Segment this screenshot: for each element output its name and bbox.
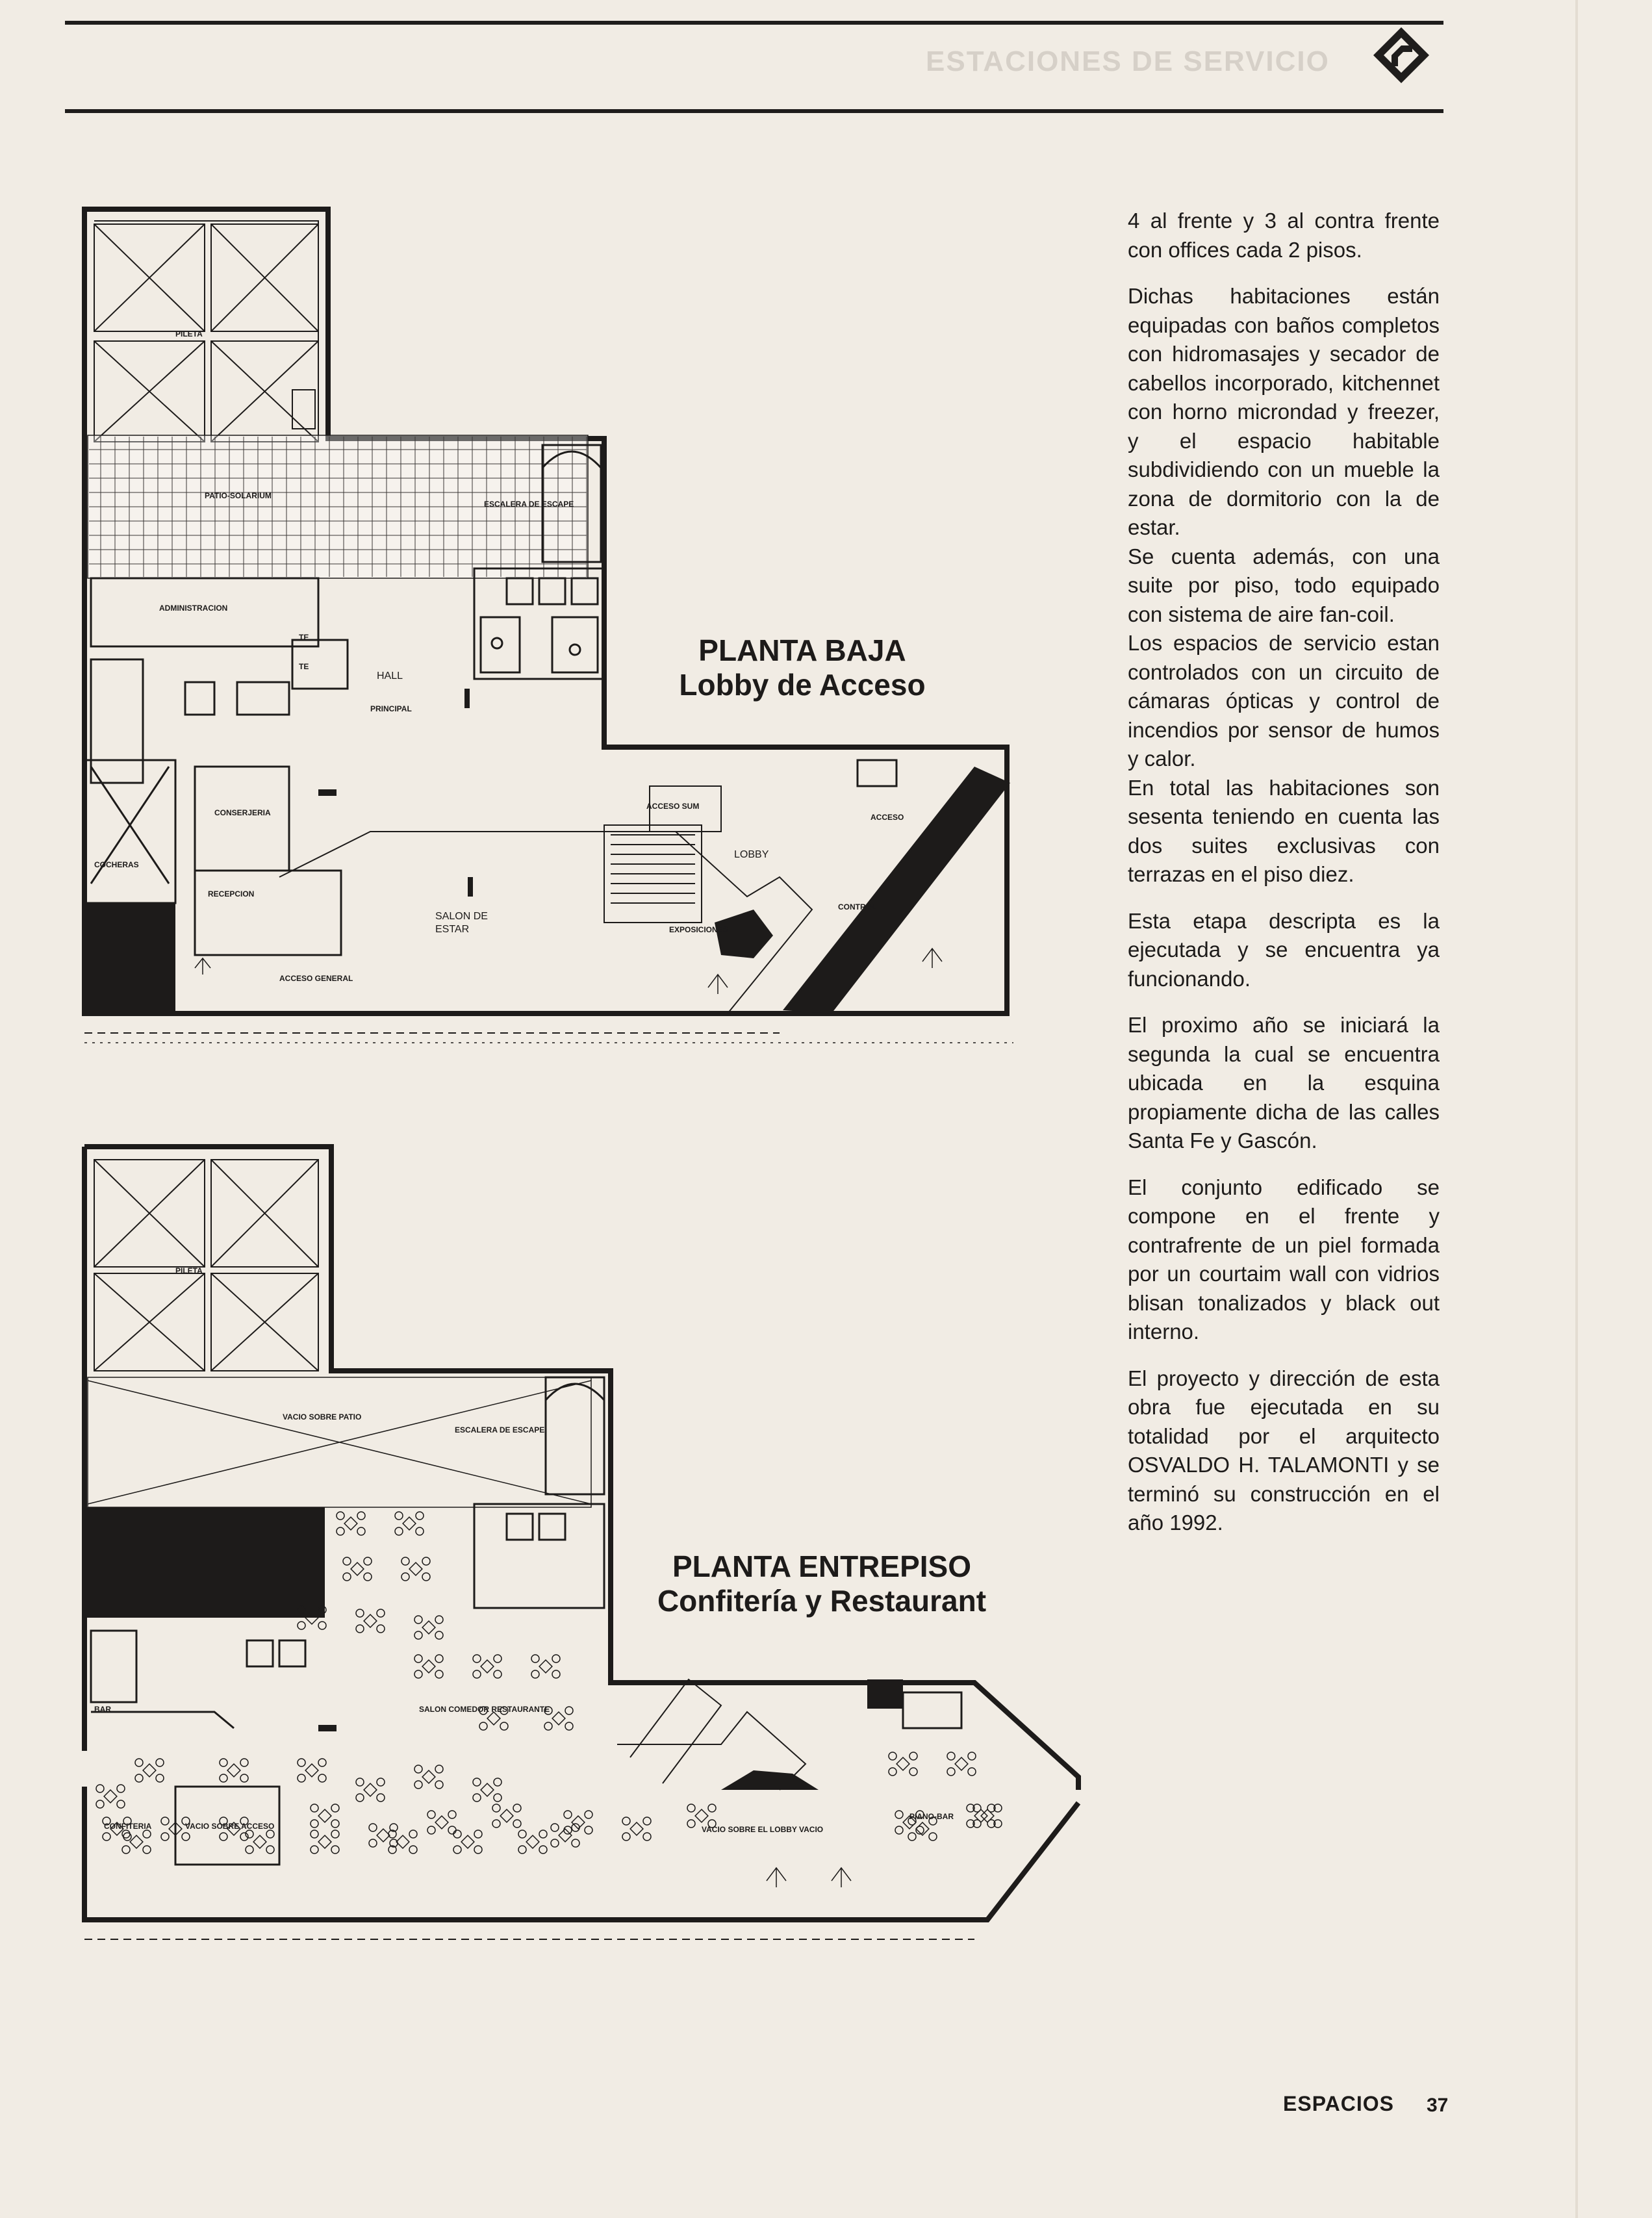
floor-plan-planta-entrepiso: [65, 1140, 1078, 1834]
top-rule: [65, 21, 1443, 25]
footer-magazine-name: ESPACIOS: [1283, 2092, 1394, 2115]
label-pileta: PILETA: [175, 329, 203, 338]
label-vacio-sobre-lobby: VACIO SOBRE EL LOBBY: [702, 1825, 797, 1834]
label-recepcion: RECEPCION: [208, 889, 255, 899]
paragraph-3: Se cuenta además, con una suite por piso, todo equipado con sistema de aire fan-coil.: [1128, 544, 1440, 626]
label-salon-de: SALON DE: [435, 911, 488, 922]
label-escalera-entrepiso: ESCALERA DE ESCAPE: [455, 1425, 545, 1434]
label-pileta-entrepiso: PILETA: [175, 1266, 203, 1275]
paragraph-8: El conjunto edificado se compone en el frente y contrafrente de un piel formada por un courtaim wall con vidrios blisan tonalizados y black out interno.: [1128, 1175, 1440, 1344]
label-conserjeria: CONSERJERIA: [214, 808, 271, 817]
label-vacio: VACIO: [799, 1825, 824, 1834]
plan-baja-title: PLANTA BAJA: [698, 633, 906, 667]
floor-plan-planta-baja: [65, 195, 1078, 1052]
label-piano-bar: PIANO-BAR: [909, 1812, 954, 1821]
paragraph-7: El proximo año se iniciará la segunda la cual se encuentra ubicada en la esquina propiamente dicha de las calles Santa Fe y Gascón.: [1128, 1013, 1440, 1153]
paragraph-5: En total las habitaciones son sesenta teniendo en cuenta las dos suites exclusivas con terrazas en el piso diez.: [1128, 775, 1440, 886]
label-hall: HALL: [377, 670, 403, 682]
label-salon-comedor: SALON COMEDOR RESTAURANTE: [419, 1705, 550, 1714]
plan-entrepiso-subtitle: Confitería y Restaurant: [657, 1583, 987, 1618]
label-te-2: TE: [299, 662, 309, 671]
label-patio-solarium: PATIO-SOLARIUM: [205, 491, 272, 500]
second-rule: [65, 109, 1443, 113]
label-principal: PRINCIPAL: [370, 704, 412, 713]
label-estar: ESTAR: [435, 924, 470, 935]
label-te-1: TE: [299, 633, 309, 642]
ghost-header-title: ESTACIONES DE SERVICIO: [926, 45, 1330, 77]
label-acceso-general: ACCESO GENERAL: [279, 974, 353, 983]
paragraph-6: Esta etapa descripta es la ejecutada y se encuentra ya funcionando.: [1128, 908, 1440, 991]
label-cocheras: COCHERAS: [94, 860, 139, 869]
label-acceso-sum: ACCESO SUM: [646, 802, 700, 811]
paragraph-1: 4 al frente y 3 al contra frente con offices cada 2 pisos.: [1128, 209, 1440, 262]
plan-entrepiso-title: PLANTA ENTREPISO: [672, 1549, 972, 1583]
label-bar: BAR: [94, 1705, 111, 1714]
label-acceso: ACCESO: [870, 813, 904, 822]
article-text-column: [1128, 207, 1440, 1555]
page-edge: [1575, 0, 1578, 2218]
paragraph-2: Dichas habitaciones están equipadas con baños completos con hidromasajes y secador de cabellos incorporado, kitchennet con horno microndad y freezer, y el espacio habitable subdividiendo con un mueble la zona de dormitorio con la de estar.: [1128, 284, 1440, 539]
label-control: CONTROL: [838, 902, 877, 911]
label-lobby: LOBBY: [734, 849, 769, 860]
plan-baja-subtitle: Lobby de Acceso: [679, 667, 926, 702]
plan-baja-title-block: [650, 633, 955, 702]
magazine-logo-icon: [1372, 26, 1430, 84]
paragraph-4: Los espacios de servicio estan controlados con un circuito de cámaras ópticas y control de incendios por sensor de humos y calor.: [1128, 631, 1440, 771]
label-vacio-sobre-acceso: VACIO SOBRE ACCESO: [185, 1822, 275, 1831]
label-confiteria: CONFITERIA: [104, 1822, 152, 1831]
label-exposiciones: EXPOSICIONES: [669, 925, 728, 934]
plan-entrepiso-title-block: [624, 1549, 1020, 1618]
label-vacio-sobre-patio: VACIO SOBRE PATIO: [283, 1412, 362, 1421]
footer-page-number: 37: [1427, 2095, 1449, 2116]
paragraph-9: El proyecto y dirección de esta obra fue ejecutada en su totalidad por el arquitecto OSVALDO H. TALAMONTI y se terminó su construcción en el año 1992.: [1128, 1366, 1440, 1535]
floor-plan-planta-entrepiso-lower: [65, 1790, 1078, 1965]
label-escalera-escape: ESCALERA DE ESCAPE: [484, 500, 574, 509]
label-administracion: ADMINISTRACION: [159, 604, 228, 613]
